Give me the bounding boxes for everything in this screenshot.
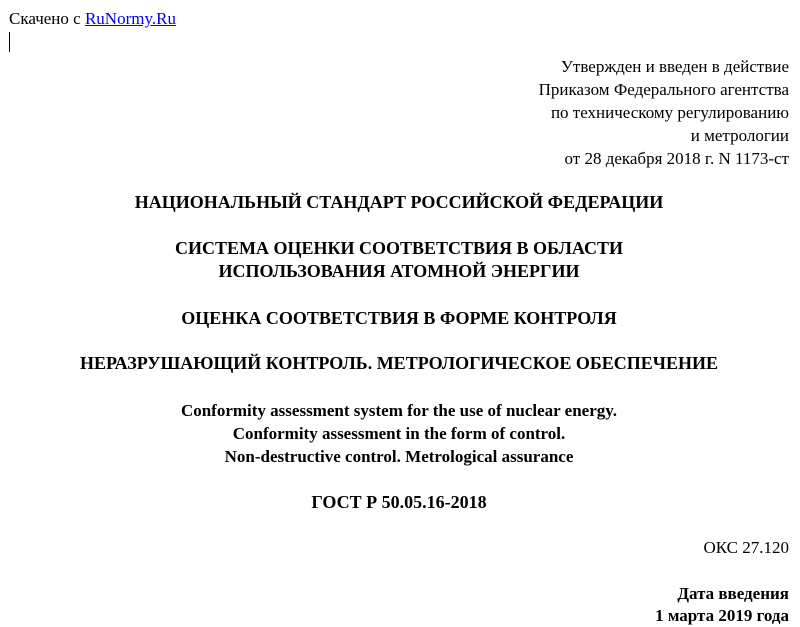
source-line [9, 8, 176, 29]
system-heading-line2: ИСПОЛЬЗОВАНИЯ АТОМНОЙ ЭНЕРГИИ [218, 261, 580, 281]
approval-line: по техническому регулированию [550, 103, 789, 122]
text-cursor [9, 32, 10, 52]
system-heading-line1: СИСТЕМА ОЦЕНКИ СООТВЕТСТВИЯ В ОБЛАСТИ [174, 238, 624, 258]
effective-date-value: 1 марта 2019 года [655, 606, 789, 625]
effective-date-block [655, 583, 789, 627]
national-standard-heading: НАЦИОНАЛЬНЫЙ СТАНДАРТ РОССИЙСКОЙ ФЕДЕРАЦИИ [134, 192, 664, 212]
approval-block [539, 55, 789, 170]
oks-code: ОКС 27.120 [703, 538, 789, 557]
english-title-line3: Non-destructive control. Metrological assurance [224, 447, 574, 466]
subject-heading: НЕРАЗРУШАЮЩИЙ КОНТРОЛЬ. МЕТРОЛОГИЧЕСКОЕ ОБЕСПЕЧЕНИЕ [79, 353, 719, 373]
effective-date-label: Дата введения [677, 584, 789, 603]
gost-number: ГОСТ Р 50.05.16-2018 [311, 492, 487, 512]
english-title-line2: Conformity assessment in the form of control. [232, 424, 566, 443]
source-prefix: Скачено с [9, 9, 85, 28]
approval-line: и метрологии [690, 126, 789, 145]
source-link[interactable]: RuNormy.Ru [84, 9, 176, 28]
system-heading [0, 237, 798, 283]
approval-line: от 28 декабря 2018 г. N 1173-ст [564, 149, 789, 168]
english-title [0, 399, 798, 468]
assessment-heading: ОЦЕНКА СООТВЕТСТВИЯ В ФОРМЕ КОНТРОЛЯ [181, 308, 617, 328]
approval-line: Приказом Федерального агентства [538, 80, 789, 99]
approval-line: Утвержден и введен в действие [560, 57, 789, 76]
english-title-line1: Conformity assessment system for the use of nuclear energy. [180, 401, 618, 420]
